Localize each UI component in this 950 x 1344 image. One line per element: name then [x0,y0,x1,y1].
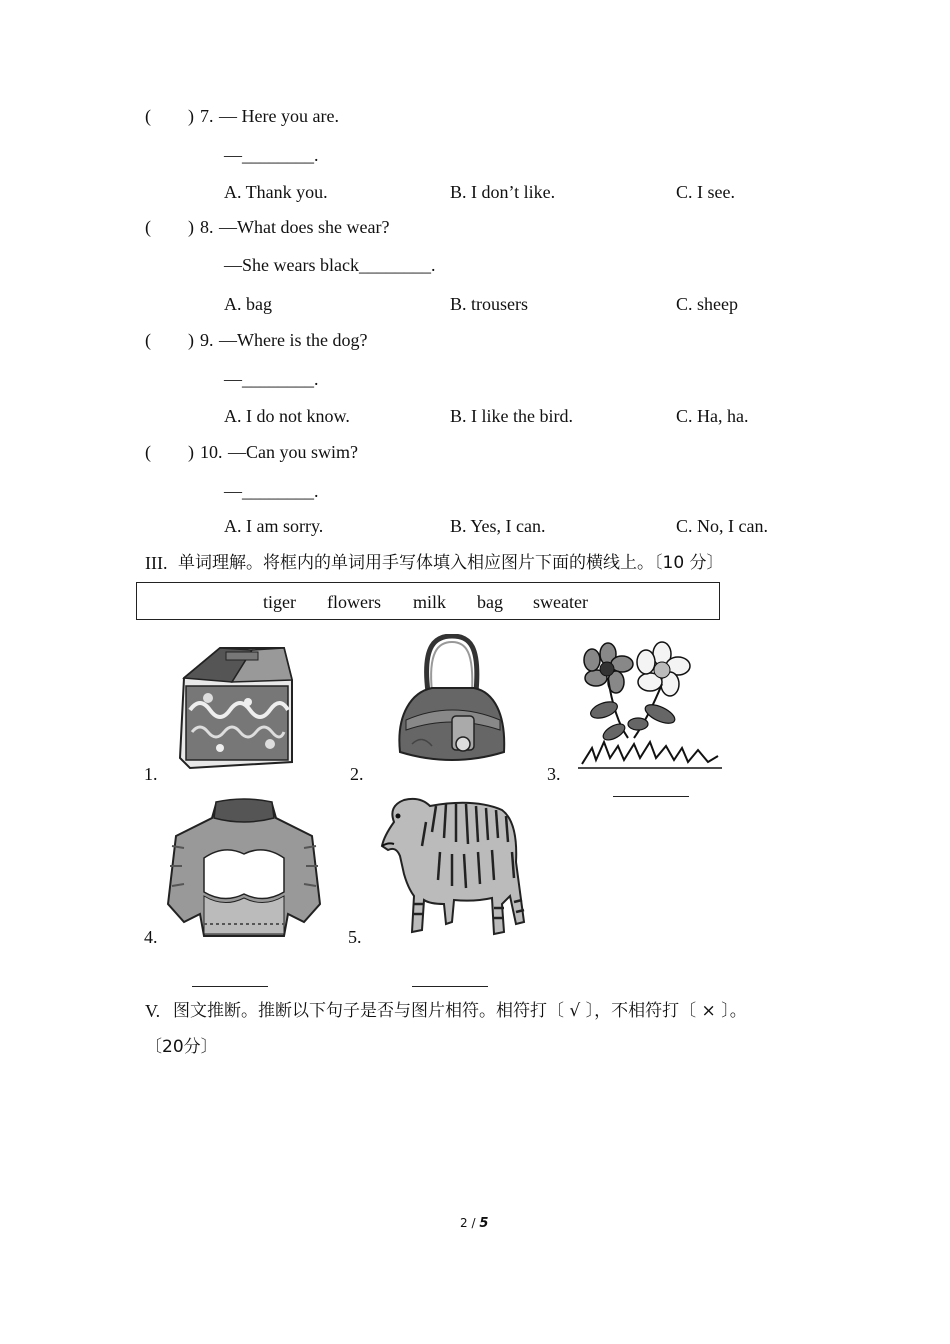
q7-option-b: B. I don’t like. [450,182,556,202]
handbag-image [392,634,510,770]
q10-option-c: C. No, I can. [676,516,768,536]
q9-option-a: A. I do not know. [224,406,350,426]
q9-close-paren: ) [188,330,194,350]
word-sweater: sweater [533,592,588,612]
q7-option-c: C. I see. [676,182,735,202]
q7-open-paren: ( [145,106,151,126]
q9-open-paren: ( [145,330,151,350]
section3-number: III. [145,553,168,573]
pic4-label: 4. [144,927,158,947]
pic3-answer-line[interactable] [613,796,689,797]
q9-prompt: —Where is the dog? [219,330,368,350]
q9-option-b: B. I like the bird. [450,406,573,426]
q7-number: 7. [200,106,214,126]
word-tiger: tiger [263,592,296,612]
q8-open-paren: ( [145,217,151,237]
q9-option-c: C. Ha, ha. [676,406,749,426]
pic5-label: 5. [348,927,362,947]
word-milk: milk [413,592,447,612]
q8-option-c: C. sheep [676,294,738,314]
q10-prompt: —Can you swim? [228,442,358,462]
q7-prompt: — Here you are. [219,106,339,126]
pic4-answer-line[interactable] [192,986,268,987]
q8-answer-line: —She wears black________. [224,255,436,275]
pic3-label: 3. [547,764,561,784]
section5-number: V. [145,1001,161,1021]
q8-number: 8. [200,217,214,237]
q8-option-b: B. trousers [450,294,528,314]
page-total: 5 [479,1216,489,1231]
sweater-image [164,796,324,940]
pic2-label: 2. [350,764,364,784]
section3-heading: 单词理解。将框内的单词用手写体填入相应图片下面的横线上。〔10 分〕 [178,553,724,573]
q10-option-a: A. I am sorry. [224,516,324,536]
q8-close-paren: ) [188,217,194,237]
page-number [460,1216,488,1231]
q10-number: 10. [200,442,223,462]
q9-answer-line: —________. [224,369,319,389]
flowers-image [578,638,724,774]
q8-option-a: A. bag [224,294,272,314]
q9-number: 9. [200,330,214,350]
q7-option-a: A. Thank you. [224,182,328,202]
q10-answer-line: —________. [224,481,319,501]
pic1-label: 1. [144,764,158,784]
word-flowers: flowers [327,592,381,612]
tiger-image [374,792,526,938]
page-current: 2 [460,1216,468,1230]
word-bag: bag [477,592,503,612]
section5-heading: 图文推断。推断以下句子是否与图片相符。相符打〔 √ 〕，不相符打〔 × 〕。 [173,1001,747,1021]
q10-open-paren: ( [145,442,151,462]
q7-close-paren: ) [188,106,194,126]
q8-prompt: —What does she wear? [219,217,390,237]
q10-option-b: B. Yes, I can. [450,516,546,536]
q7-answer-line: —________. [224,145,319,165]
page-sep: / [471,1216,476,1230]
pic5-answer-line[interactable] [412,986,488,987]
q10-close-paren: ) [188,442,194,462]
section5-score: 〔20分〕 [145,1037,218,1057]
milk-carton-image [172,640,300,772]
